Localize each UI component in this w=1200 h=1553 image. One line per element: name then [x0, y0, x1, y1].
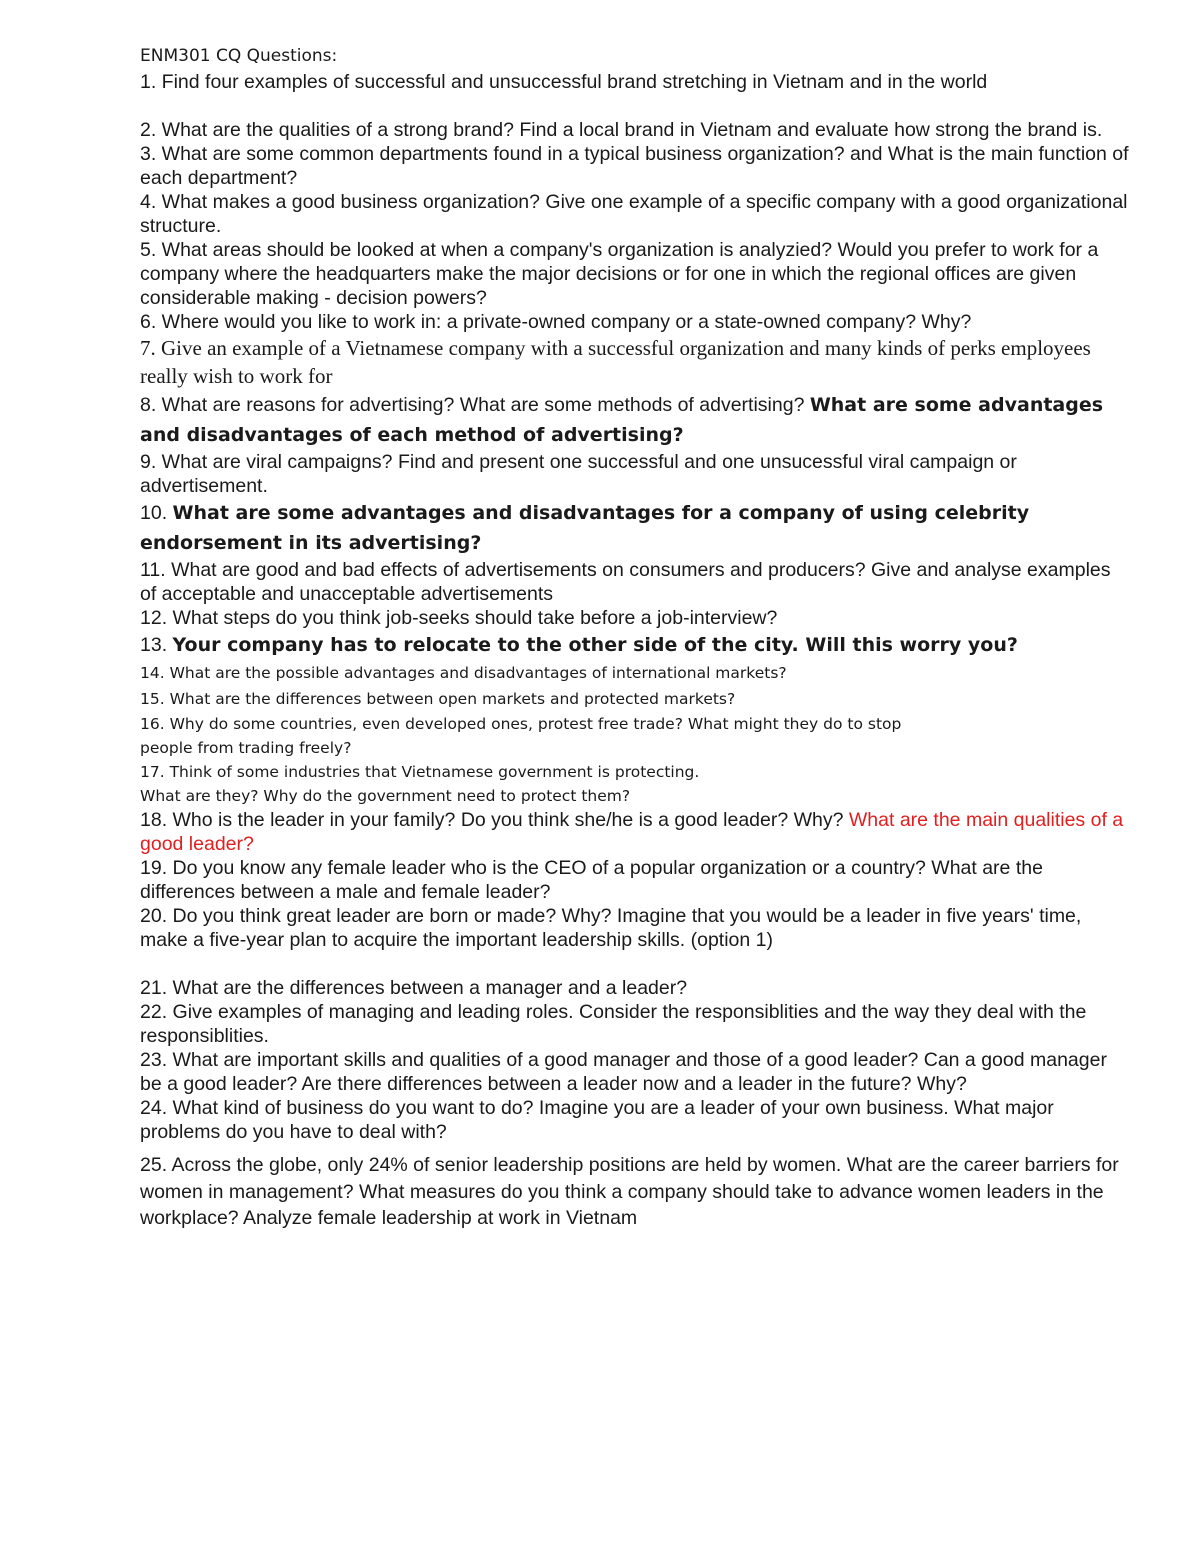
- question-18: [140, 808, 1130, 856]
- question-10-bold-text: What are some advantages and disadvantages for a company of using celebrity endorsement in its advertising?: [140, 502, 1030, 554]
- question-5: 5. What areas should be looked at when a company's organization is analyzied? Would you prefer to work for a company where the headquarters make the major decisions or for one in which the regional offices are given considerable making - decision powers?: [140, 239, 1099, 309]
- document-title: ENM301 CQ Questions:: [140, 46, 338, 66]
- question-22: 22. Give examples of managing and leading roles. Consider the responsiblities and the way they deal with the responsiblities.: [140, 1001, 1087, 1047]
- question-4: 4. What makes a good business organization? Give one example of a specific company with a good organizational structure.: [140, 191, 1128, 237]
- question-13: [140, 630, 1130, 660]
- question-25: 25. Across the globe, only 24% of senior leadership positions are held by women. What are the career barriers for women in management? What measures do you think a company should take to advance women leaders in the workplace? Analyze female leadership at work in Vietnam: [140, 1154, 1119, 1229]
- question-8-bold-text: What are some advantages and disadvantages of each method of advertising?: [140, 394, 1104, 446]
- question-15: 15. What are the differences between open markets and protected markets?: [140, 690, 736, 708]
- question-21: 21. What are the differences between a manager and a leader?: [140, 977, 688, 999]
- question-19: 19. Do you know any female leader who is the CEO of a popular organization or a country? What are the differences between a male and female leader?: [140, 857, 1043, 903]
- question-11: 11. What are good and bad effects of advertisements on consumers and producers? Give and analyse examples of acceptable and unacceptable advertisements: [140, 559, 1111, 605]
- question-1: 1. Find four examples of successful and unsuccessful brand stretching in Vietnam and in the world: [140, 71, 988, 93]
- question-18-highlight: What are the main qualities of a good leader?: [140, 809, 1124, 855]
- question-18-text: 18. Who is the leader in your family? Do you think she/he is a good leader? Why?: [140, 809, 849, 831]
- question-17-line-1: 17. Think of some industries that Vietnamese government is protecting.: [140, 763, 700, 781]
- question-16-line-1: 16. Why do some countries, even developed ones, protest free trade? What might they do to stop: [140, 715, 902, 733]
- question-10-number: 10.: [140, 502, 173, 524]
- question-8-text: 8. What are reasons for advertising? What are some methods of advertising?: [140, 394, 810, 416]
- question-13-number: 13.: [140, 634, 173, 656]
- question-12: 12. What steps do you think job-seeks should take before a job-interview?: [140, 607, 778, 629]
- question-20: 20. Do you think great leader are born or made? Why? Imagine that you would be a leader in five years' time, make a five-year plan to acquire the important leadership skills. (option 1): [140, 905, 1082, 951]
- question-17-line-2: What are they? Why do the government need to protect them?: [140, 787, 631, 805]
- question-16-line-2: people from trading freely?: [140, 739, 352, 757]
- document-page: [140, 45, 1130, 1232]
- question-9: 9. What are viral campaigns? Find and present one successful and one unsucessful viral campaign or advertisement.: [140, 451, 1017, 497]
- question-2: 2. What are the qualities of a strong brand? Find a local brand in Vietnam and evaluate how strong the brand is.: [140, 119, 1103, 141]
- question-24: 24. What kind of business do you want to do? Imagine you are a leader of your own business. What major problems do you have to deal with?: [140, 1097, 1054, 1143]
- question-7: 7. Give an example of a Vietnamese company with a successful organization and many kinds of perks employees really wish to work for: [140, 336, 1091, 388]
- question-23: 23. What are important skills and qualities of a good manager and those of a good leader? Can a good manager be a good leader? Are there differences between a leader now and a leader in the future? Why?: [140, 1049, 1107, 1095]
- question-3: 3. What are some common departments found in a typical business organization? and What is the main function of each department?: [140, 143, 1129, 189]
- question-13-bold-text: Your company has to relocate to the other side of the city. Will this worry you?: [172, 634, 1018, 656]
- question-6: 6. Where would you like to work in: a private-owned company or a state-owned company? Why?: [140, 311, 972, 333]
- question-10: [140, 498, 1130, 558]
- question-8: [140, 390, 1130, 450]
- question-14: 14. What are the possible advantages and disadvantages of international markets?: [140, 664, 787, 682]
